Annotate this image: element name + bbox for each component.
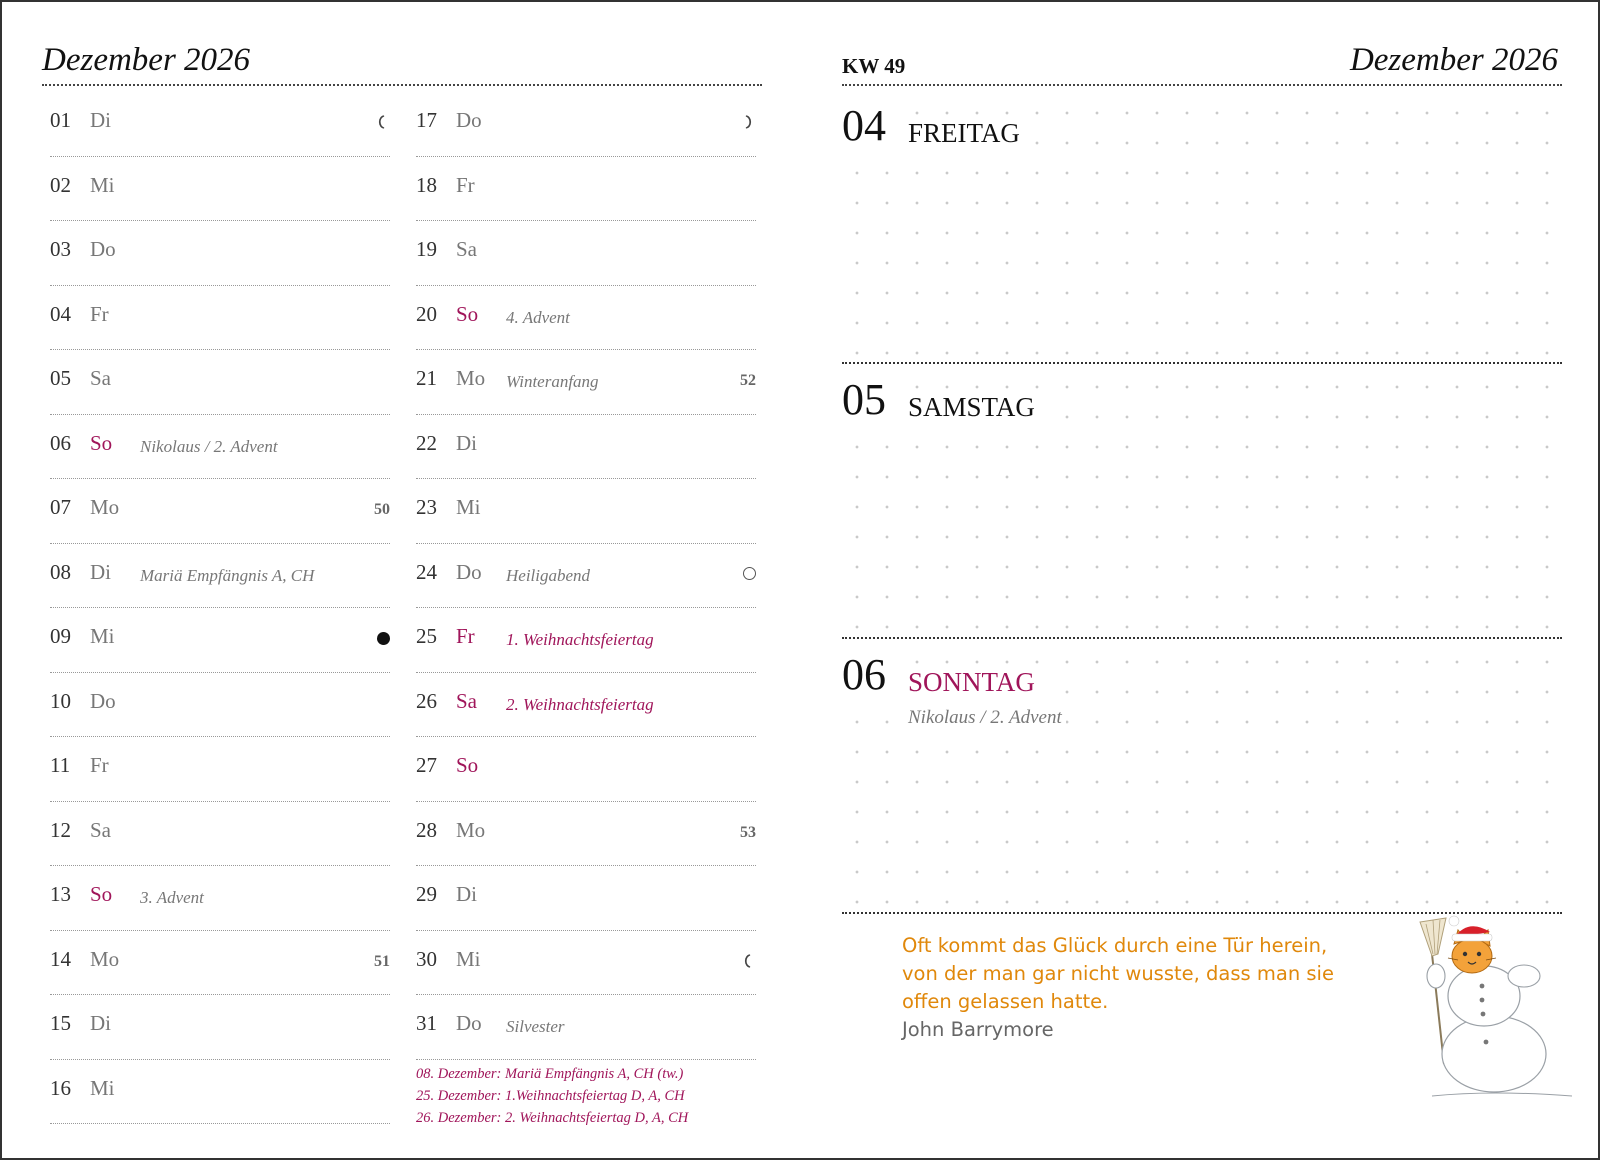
day-number: 06 xyxy=(50,430,71,455)
day-number: 05 xyxy=(50,366,71,390)
event-label: Silvester xyxy=(506,1017,565,1036)
day-number: 31 xyxy=(416,1011,437,1035)
day-block-sunday[interactable] xyxy=(842,641,1562,914)
day-row[interactable] xyxy=(50,415,390,480)
day-number: 07 xyxy=(50,495,71,519)
day-number: 04 xyxy=(50,301,71,326)
day-row[interactable] xyxy=(416,995,756,1060)
day-number: 08 xyxy=(50,559,71,584)
day-row[interactable] xyxy=(50,866,390,931)
day-row[interactable] xyxy=(416,866,756,931)
day-name: FREITAG xyxy=(904,118,1024,149)
new-moon-icon xyxy=(743,567,756,580)
weekday-label: Di xyxy=(90,559,111,584)
day-number: 16 xyxy=(50,1075,71,1100)
quote-author: John Barrymore xyxy=(902,1018,1054,1041)
day-number: 22 xyxy=(416,430,437,455)
day-row[interactable] xyxy=(50,157,390,222)
day-row[interactable] xyxy=(416,737,756,802)
waning-moon-icon xyxy=(740,953,756,969)
day-divider xyxy=(842,362,1562,364)
weekday-label: Fr xyxy=(456,624,475,648)
day-row[interactable] xyxy=(416,544,756,609)
day-number: 27 xyxy=(416,753,437,777)
day-number: 12 xyxy=(50,817,71,842)
day-row[interactable] xyxy=(50,92,390,157)
day-name: SAMSTAG xyxy=(904,392,1039,423)
event-label: Heiligabend xyxy=(506,565,591,585)
weekday-label: Mi xyxy=(90,1075,115,1100)
weekday-label: So xyxy=(90,430,113,455)
event-label: Winteranfang xyxy=(506,372,599,391)
day-row[interactable] xyxy=(50,737,390,802)
day-row[interactable] xyxy=(416,479,756,544)
weekday-label: Di xyxy=(90,1011,111,1035)
event-label: 4. Advent xyxy=(506,307,570,327)
day-row[interactable] xyxy=(50,608,390,673)
day-number: 18 xyxy=(416,172,437,197)
weekday-label: Mo xyxy=(90,495,120,519)
weekday-label: Do xyxy=(90,237,116,261)
day-row[interactable] xyxy=(416,157,756,222)
week-number: 50 xyxy=(374,501,390,518)
day-number: 29 xyxy=(416,882,437,906)
day-row[interactable] xyxy=(50,350,390,415)
week-number: 52 xyxy=(740,372,756,389)
weekday-label: Sa xyxy=(90,817,111,842)
weekday-label: Mi xyxy=(90,624,115,648)
weekday-label: Sa xyxy=(456,688,477,713)
event-label: 1. Weihnachtsfeiertag xyxy=(506,630,654,649)
weekday-label: Di xyxy=(456,430,477,455)
weekday-label: Sa xyxy=(456,237,477,261)
footnote: 25. Dezember: 1.Weihnachtsfeiertag D, A, CH xyxy=(416,1088,685,1104)
holiday-footnotes xyxy=(416,1063,688,1129)
day-number: 24 xyxy=(416,559,437,584)
footnote: 08. Dezember: Mariä Empfängnis A, CH (tw.) xyxy=(416,1066,684,1082)
weekday-label: Mo xyxy=(456,817,486,842)
weekday-label: So xyxy=(456,753,479,777)
weekday-label: Mi xyxy=(456,495,481,519)
weekday-label: Do xyxy=(90,688,116,713)
day-row[interactable] xyxy=(50,802,390,867)
day-number: 26 xyxy=(416,688,437,713)
title-divider xyxy=(842,84,1562,86)
day-number: 21 xyxy=(416,366,437,390)
day-number: 06 xyxy=(842,649,890,700)
day-number: 10 xyxy=(50,688,71,713)
day-row[interactable] xyxy=(50,1060,390,1125)
day-row[interactable] xyxy=(416,415,756,480)
day-number: 11 xyxy=(50,753,71,777)
day-row[interactable] xyxy=(50,479,390,544)
title-divider xyxy=(42,84,762,86)
day-number: 17 xyxy=(416,108,437,132)
day-row[interactable] xyxy=(416,350,756,415)
event-label: 3. Advent xyxy=(140,888,204,907)
day-number: 20 xyxy=(416,301,437,326)
day-number: 03 xyxy=(50,237,71,261)
day-number: 15 xyxy=(50,1011,71,1035)
weekday-label: Mi xyxy=(456,946,481,971)
day-number: 04 xyxy=(842,100,890,151)
day-row[interactable] xyxy=(416,286,756,351)
weekday-label: Mi xyxy=(90,172,115,197)
day-number: 25 xyxy=(416,624,437,648)
weekday-label: Fr xyxy=(90,301,109,326)
weekday-label: So xyxy=(456,301,479,326)
weekday-label: So xyxy=(90,882,113,906)
weekday-label: Fr xyxy=(456,172,475,197)
snowman-cat-illustration xyxy=(1402,914,1577,1099)
day-row[interactable] xyxy=(416,92,756,157)
week-number: 51 xyxy=(374,952,390,970)
week-number: 53 xyxy=(740,823,756,841)
day-number: 05 xyxy=(842,374,890,425)
day-row[interactable] xyxy=(416,802,756,867)
quote-text: Oft kommt das Glück durch eine Tür herein, von der man gar nicht wusste, dass man sie offen gelassen hatte. xyxy=(902,934,1334,1013)
month-column-1 xyxy=(50,92,390,1124)
day-number: 28 xyxy=(416,817,437,842)
day-block-friday[interactable] xyxy=(842,92,1562,364)
month-column-2 xyxy=(416,92,756,1060)
day-row[interactable] xyxy=(416,673,756,738)
day-row[interactable] xyxy=(50,221,390,286)
weekday-label: Fr xyxy=(90,753,109,777)
day-number: 19 xyxy=(416,237,437,261)
month-title: Dezember 2026 xyxy=(42,42,251,78)
day-number: 02 xyxy=(50,172,71,197)
day-row[interactable] xyxy=(50,544,390,609)
weekday-label: Di xyxy=(90,108,111,132)
weekday-label: Do xyxy=(456,108,482,132)
day-number: 30 xyxy=(416,946,437,971)
weekday-label: Do xyxy=(456,559,482,584)
day-row[interactable] xyxy=(416,608,756,673)
day-row[interactable] xyxy=(50,995,390,1060)
event-label: 2. Weihnachtsfeiertag xyxy=(506,694,654,714)
day-divider xyxy=(842,637,1562,639)
day-block-saturday[interactable] xyxy=(842,366,1562,639)
day-event: Nikolaus / 2. Advent xyxy=(904,707,1066,729)
weekday-label: Mo xyxy=(456,366,486,390)
weekday-label: Mo xyxy=(90,946,120,971)
day-number: 01 xyxy=(50,108,71,132)
weekday-label: Di xyxy=(456,882,477,906)
full-moon-icon xyxy=(377,632,390,645)
waxing-moon-icon xyxy=(740,114,756,130)
weekday-label: Sa xyxy=(90,366,111,390)
event-label: Nikolaus / 2. Advent xyxy=(140,436,278,456)
day-row[interactable] xyxy=(50,931,390,996)
day-number: 13 xyxy=(50,882,71,906)
week-page-title: Dezember 2026 xyxy=(1349,42,1558,78)
day-row[interactable] xyxy=(50,286,390,351)
day-row[interactable] xyxy=(416,931,756,996)
calendar-week-label: KW 49 xyxy=(842,54,906,78)
day-number: 14 xyxy=(50,946,71,971)
event-label: Mariä Empfängnis A, CH xyxy=(140,565,315,585)
weekday-label: Do xyxy=(456,1011,482,1035)
day-number: 23 xyxy=(416,495,437,519)
day-row[interactable] xyxy=(50,673,390,738)
footnote: 26. Dezember: 2. Weihnachtsfeiertag D, A, CH xyxy=(416,1110,689,1126)
day-row[interactable] xyxy=(416,221,756,286)
day-number: 09 xyxy=(50,624,71,648)
day-name: SONNTAG xyxy=(904,667,1039,698)
waning-moon-icon xyxy=(374,114,390,130)
